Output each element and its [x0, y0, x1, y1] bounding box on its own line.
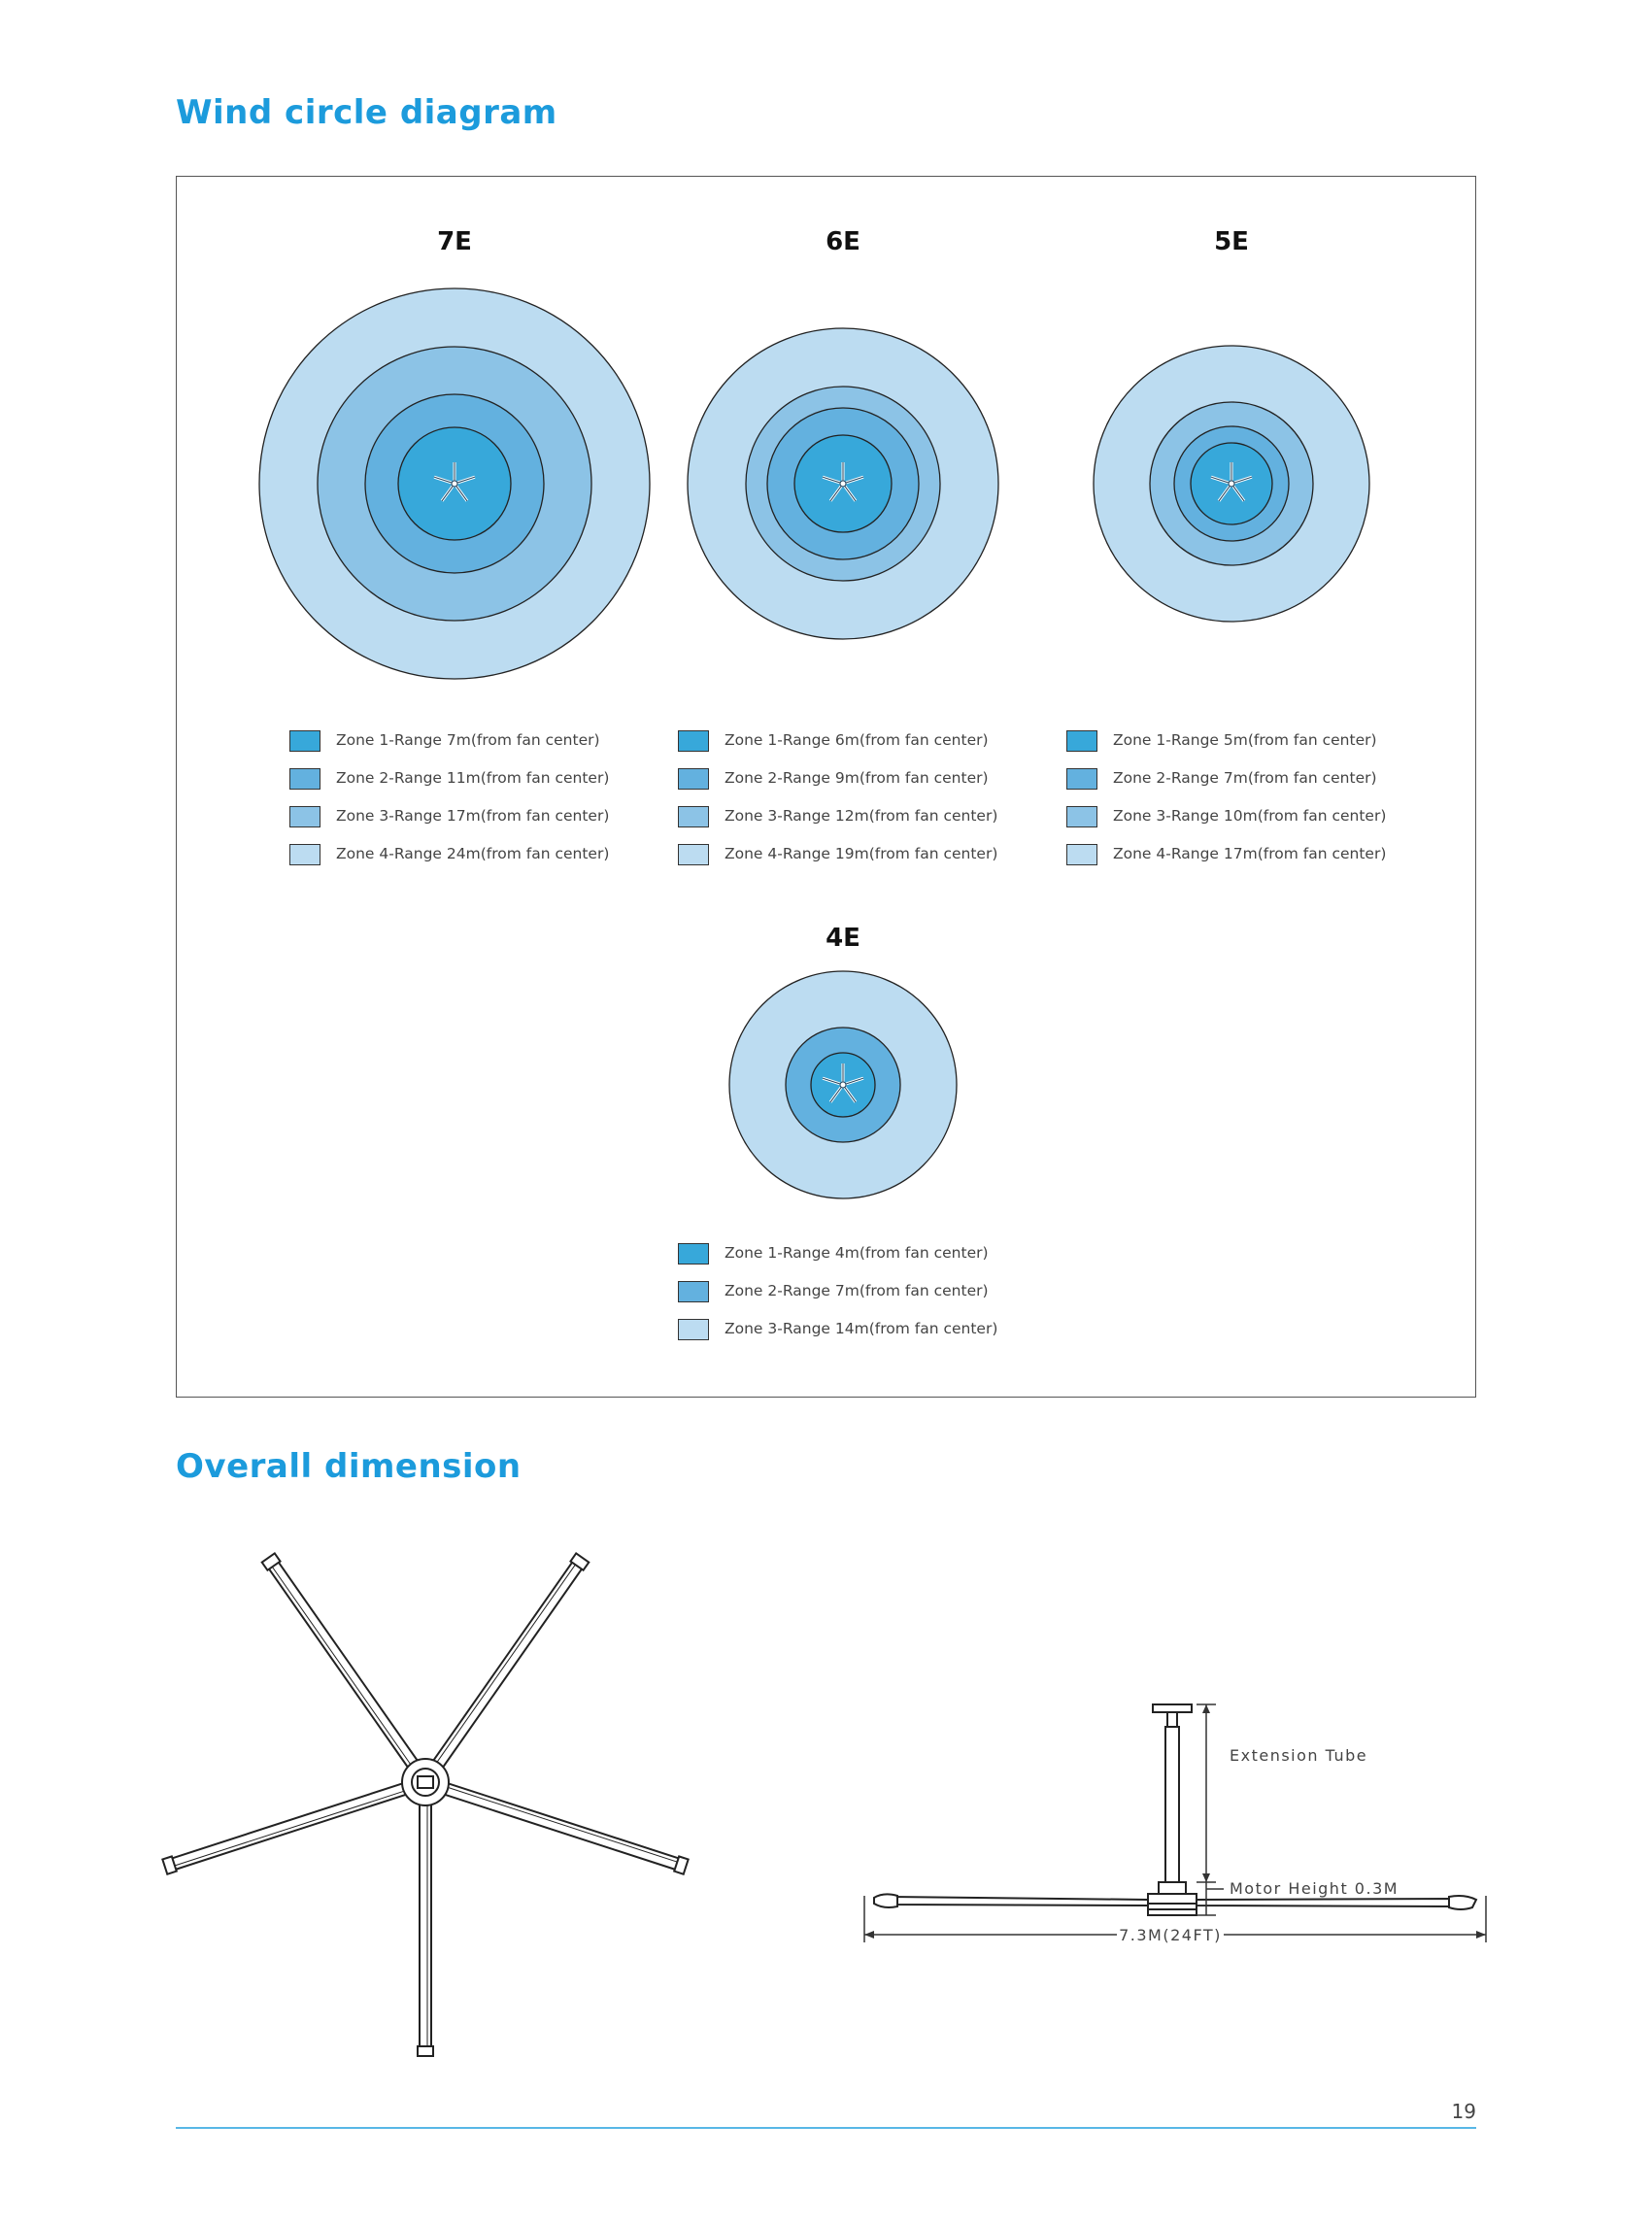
- fan-hub: [1229, 481, 1234, 487]
- blade-body: [442, 1782, 681, 1870]
- wind-circle-5e: [1094, 346, 1369, 622]
- fan-hub: [840, 1082, 846, 1088]
- zone2-swatch: [678, 1281, 709, 1302]
- extension-tube: [1165, 1727, 1179, 1882]
- legend-text: Zone 2-Range 11m(from fan center): [336, 769, 610, 787]
- legend-text: Zone 4-Range 19m(from fan center): [725, 845, 998, 862]
- legend-text: Zone 2-Range 7m(from fan center): [725, 1282, 989, 1299]
- zone3-swatch: [1066, 806, 1097, 827]
- motor-housing: [1159, 1882, 1186, 1894]
- footer-line: [176, 2127, 1476, 2129]
- legend-text: Zone 1-Range 4m(from fan center): [725, 1244, 989, 1262]
- wind-circle-7e: [259, 288, 650, 679]
- legend-text: Zone 3-Range 14m(from fan center): [725, 1320, 998, 1337]
- zone4-swatch: [1066, 844, 1097, 865]
- zone2-swatch: [678, 768, 709, 790]
- zone1-swatch: [1066, 730, 1097, 752]
- blade-body: [170, 1782, 409, 1870]
- legend-text: Zone 1-Range 7m(from fan center): [336, 731, 600, 749]
- left-blade-tip: [874, 1894, 897, 1907]
- model-label-4e: 4E: [826, 924, 860, 953]
- left-blade: [892, 1897, 1148, 1906]
- zone2-swatch: [1066, 768, 1097, 790]
- ceiling-mount-plate: [1153, 1704, 1192, 1712]
- top-view-hub-box: [418, 1776, 433, 1788]
- blade-edge: [271, 1565, 413, 1768]
- page-number: 19: [1451, 2100, 1476, 2123]
- fan-hub: [452, 481, 457, 487]
- wind-circle-title: Wind circle diagram: [176, 93, 557, 132]
- extension-tube-label: Extension Tube: [1230, 1746, 1368, 1765]
- legend-text: Zone 2-Range 7m(from fan center): [1113, 769, 1377, 787]
- top-view-blade: [262, 1553, 421, 1771]
- right-blade-tip: [1449, 1896, 1476, 1909]
- wind-circle-frame: [176, 176, 1476, 1398]
- overall-dimension-title: Overall dimension: [176, 1447, 522, 1486]
- motor-height-label: Motor Height 0.3M: [1230, 1879, 1399, 1898]
- zone3-swatch: [289, 806, 320, 827]
- blade-body: [432, 1560, 584, 1770]
- legend-text: Zone 2-Range 9m(from fan center): [725, 769, 989, 787]
- arrow-head: [864, 1931, 874, 1939]
- model-label-6e: 6E: [826, 227, 860, 256]
- arrow-head: [1476, 1931, 1486, 1939]
- model-label-5e: 5E: [1214, 227, 1249, 256]
- fan-hub: [840, 481, 846, 487]
- blade-tip: [418, 2046, 433, 2056]
- blade-body: [420, 1802, 431, 2049]
- blade-body: [267, 1560, 419, 1770]
- blade-edge: [445, 1786, 681, 1863]
- legend-text: Zone 3-Range 12m(from fan center): [725, 807, 998, 825]
- span-label: 7.3M(24FT): [1119, 1926, 1222, 1944]
- top-view-blade: [442, 1781, 689, 1874]
- arrow-head: [1202, 1873, 1210, 1882]
- zone3-swatch: [678, 806, 709, 827]
- fan-top-view: [155, 1535, 699, 2059]
- model-label-7e: 7E: [437, 227, 472, 256]
- zone3-swatch: [678, 1319, 709, 1340]
- wind-circle-4e: [729, 971, 957, 1198]
- top-view-blade: [162, 1781, 409, 1874]
- blade-edge: [172, 1790, 408, 1867]
- top-view-blade: [430, 1553, 589, 1771]
- legend-text: Zone 1-Range 5m(from fan center): [1113, 731, 1377, 749]
- wind-circle-6e: [688, 328, 998, 639]
- zone1-swatch: [678, 730, 709, 752]
- zone1-swatch: [678, 1243, 709, 1265]
- zone4-swatch: [289, 844, 320, 865]
- legend-text: Zone 4-Range 24m(from fan center): [336, 845, 610, 862]
- zone2-swatch: [289, 768, 320, 790]
- blade-edge: [435, 1563, 577, 1766]
- legend-text: Zone 3-Range 10m(from fan center): [1113, 807, 1387, 825]
- top-view-blade: [418, 1802, 433, 2056]
- right-blade: [1197, 1899, 1453, 1906]
- wind-circle-7e: [177, 177, 1477, 1399]
- fan-side-view: [855, 1680, 1496, 1944]
- legend-text: Zone 3-Range 17m(from fan center): [336, 807, 610, 825]
- arrow-head: [1202, 1704, 1210, 1713]
- legend-text: Zone 4-Range 17m(from fan center): [1113, 845, 1387, 862]
- zone1-swatch: [289, 730, 320, 752]
- zone4-swatch: [678, 844, 709, 865]
- legend-text: Zone 1-Range 6m(from fan center): [725, 731, 989, 749]
